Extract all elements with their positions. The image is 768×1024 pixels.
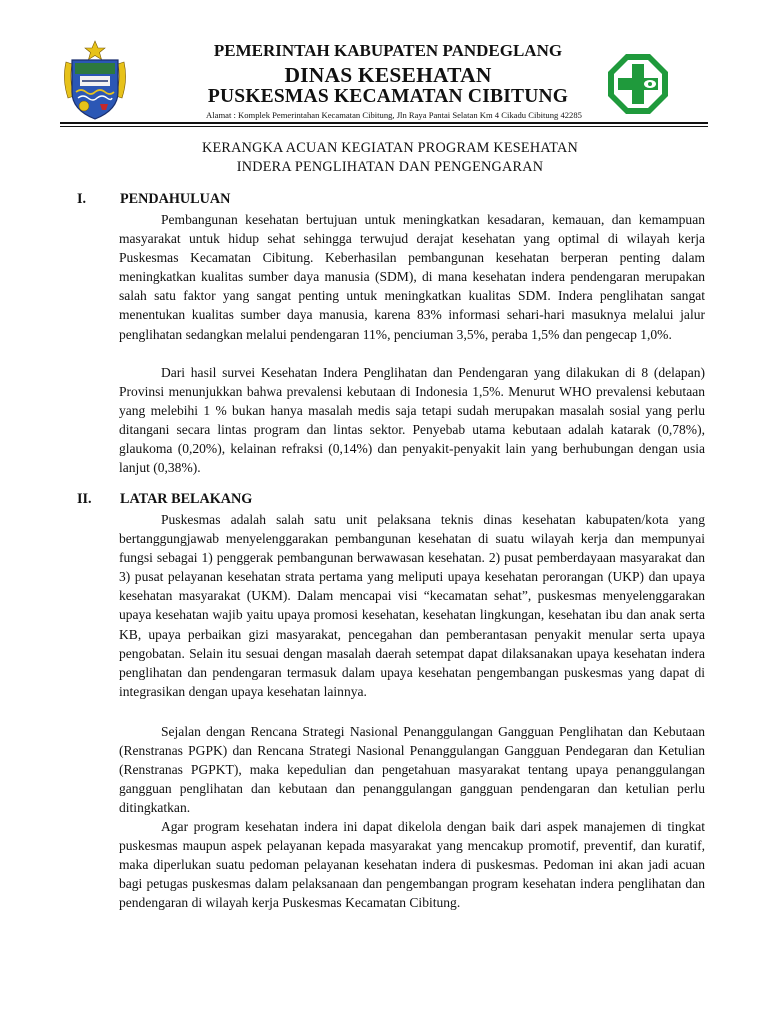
letterhead-government-line: PEMERINTAH KABUPATEN PANDEGLANG xyxy=(213,41,563,60)
section-heading-latar-belakang xyxy=(77,491,252,508)
letterhead-puskesmas-name: PUSKESMAS KECAMATAN CIBITUNG xyxy=(207,86,569,107)
paragraph: Agar program kesehatan indera ini dapat dikelola dengan baik dari aspek manajemen di tingkat puskesmas maupun aspek pelayanan kepada masyarakat yang mencakup promotif, preventif, dan kuratif, maka diperlukan suatu pedoman pelayanan kesehatan indera di puskesmas. Pedoman ini akan jadi acuan bagi petugas puskesmas dalam pelaksanaan dan pengembangan program kesehatan indera penglihatan dan pendengaran di wilayah kerja Puskesmas Kecamatan Cibitung. xyxy=(119,819,705,911)
document-title-line-1: KERANGKA ACUAN KEGIATAN PROGRAM KESEHATAN xyxy=(201,140,579,156)
section-number: II. xyxy=(77,491,92,507)
section-heading-pendahuluan xyxy=(77,191,230,208)
section-number: I. xyxy=(77,191,87,207)
letterhead-agency-name: DINAS KESEHATAN xyxy=(284,63,492,87)
letterhead-divider-thick xyxy=(60,122,708,124)
letterhead xyxy=(0,0,768,130)
paragraph: Dari hasil survei Kesehatan Indera Penglihatan dan Pendengaran yang dilakukan di 8 (delapan) Provinsi menunjukkan bahwa prevalensi kebutaan di Indonesia 1,5%. Menurut WHO prevalensi kebutaan yang melebihi 1 % bukan hanya masalah medis saja tetapi sudah merupakan masalah sosial yang perlu ditangani secara lintas program dan lintas sektor. Penyebab utama kebutaan adalah katarak (0,78%), glaukoma (0,20%), kelainan refraksi (0,14%) dan penyakit-penyakit lain yang berhubungan dengan usia lanjut (0,38%). xyxy=(119,365,705,476)
section-title: PENDAHULUAN xyxy=(120,191,231,207)
section-title: LATAR BELAKANG xyxy=(120,491,253,507)
document-title-line-2: INDERA PENGLIHATAN DAN PENGENGARAN xyxy=(236,159,544,175)
paragraph: Pembangunan kesehatan bertujuan untuk meningkatkan kesadaran, kemauan, dan kemampuan masyarakat untuk hidup sehat sehingga terwujud derajat kesehatan yang optimal di wilayah kerja Puskesmas Kecamatan Cibitung. Keberhasilan pembangunan kesehatan berperan penting dalam meningkatkan kualitas sumber daya manusia (SDM), di mana kesehatan indera pendengaran merupakan salah satu faktor yang sangat penting untuk meningkatkan kualitas SDM. Indera penglihatan sangat menentukan kualitas sumber daya manusia, karena 83% informasi sehari-hari masuknya melalui jalur penglihatan sedangkan melalui pendengaran 11%, penciuman 3,5%, peraba 1,5% dan pengecap 1,0%. xyxy=(119,212,705,342)
letterhead-divider-thin xyxy=(60,126,708,127)
puskesmas-cross-logo xyxy=(606,52,670,116)
paragraph: Sejalan dengan Rencana Strategi Nasional Penanggulangan Gangguan Penglihatan dan Kebutaan (Renstranas PGPK) dan Rencana Strategi Nasional Penanggulangan Gangguan Pendegaran dan Ketulian (Renstranas PGPKT), maka kepedulian dan pengetahuan masyarakat tentang upaya penanggulangan gangguan penglihatan dan kebutaan dan penanggulangan gangguan pendengaran dan ketulian perlu ditingkatkan. xyxy=(119,724,705,816)
paragraph: Puskesmas adalah salah satu unit pelaksana teknis dinas kesehatan kabupaten/kota yang bertanggungjawab menyelenggarakan pembangunan kesehatan di suatu wilayah kerja dan mempunyai fungsi sebagai 1) penggerak pembangunan berwawasan kesehatan. 2) pusat pemberdayaan masyarakat dan 3) pusat pelayanan kesehatan strata pertama yang meliputi upaya kesehatan perorangan (UKP) dan upaya kesehatan masyarakat (UKM). Dalam mencapai visi “kecamatan sehat”, puskesmas menyelenggarakan upaya kesehatan wajib yaitu upaya promosi kesehatan, kesehatan lingkungan, kesehatan ibu dan anak serta KB, upaya perbaikan gizi masyarakat, pencegahan dan pemberantasan penyakit menular serta upaya pengobatan. Selain itu sesuai dengan masalah daerah setempat dapat dilaksanakan upaya kesehatan indera penglihatan dan pendengaran termasuk dalam upaya kesehatan pengembangan puskesmas yang dapat di integrasikan dengan upaya kesehatan lainnya. xyxy=(119,512,705,699)
letterhead-address: Alamat : Komplek Pemerintahan Kecamatan Cibitung, Jln Raya Pantai Selatan Km 4 Cikadu Cibitung 42285 xyxy=(206,110,582,120)
